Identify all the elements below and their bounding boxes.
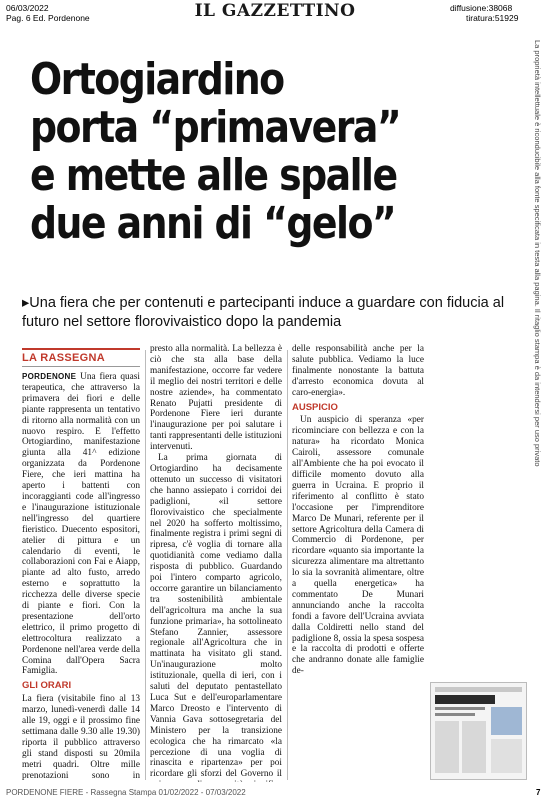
section-label: LA RASSEGNA [22, 352, 105, 364]
headline-line-3: e mette alle spalle [30, 150, 397, 201]
newspaper-masthead: IL GAZZETTINO [194, 1, 356, 21]
paragraph: Un auspicio di speranza «per ricominciare con bellezza e con la natura» ha ricordato Monica Cairoli, assessore comunale all'Ambiente che ha poi evocato il difficile momento dovuto alla guerra in Ucraina. E proprio il riferimento al conflitto è stato l'occasione per l'imprenditore Marco De Munari, referente per il settore Agricoltura della Camera di Commercio di Pordenone, per ricordare «quanto sia importante la sicurezza alimentare ma altrettanto lo sia la sovranità alimentare, oltre a quella energetica» ha commentato De Munari annunciando anche la raccolta fondi a favore dell'Ucraina avviata dalla Coldiretti nello stand del padiglione 8, ossia la spesa sospesa e la raccolta di prodotti e offerte che andranno donate alle famiglie de- [292, 415, 424, 677]
page-footer [0, 786, 552, 800]
circulation-diffusione: diffusione:38068 [450, 3, 513, 13]
paragraph [22, 372, 140, 677]
dateline: PORDENONE [22, 372, 77, 381]
subheading-orari: GLI ORARI [22, 680, 72, 692]
page-thumbnail-graphic [431, 683, 526, 779]
circulation-tiratura: tiratura:51929 [466, 13, 519, 23]
section-rule [22, 348, 140, 350]
headline-line-2: porta “primavera” [30, 102, 401, 153]
headline-line-1: Ortogiardino [30, 54, 284, 105]
subheading-auspicio: AUSPICIO [292, 401, 338, 413]
issue-date: 06/03/2022 [6, 3, 49, 13]
headline-line-4: due anni di “gelo” [30, 198, 396, 249]
article-column-2 [150, 344, 282, 782]
article-column-1 [22, 372, 140, 782]
column-divider [145, 350, 146, 780]
paragraph: presto alla normalità. La bellezza è ciò che sta alla base della manifestazione, occorre far vedere il meglio dei nostri territori e delle nostre aziende», ha commentato Renato Pujatti presidente di Pordenone Fiere ieri durante l'inaugurazione per poi salutare i tanti rappresentanti delle istituzioni intervenuti. [150, 344, 282, 453]
paragraph: delle responsabilità anche per la salute pubblica. Vediamo la luce finalmente nonostante la battuta d'arresto economica dovuta al caro-energia». [292, 344, 424, 398]
article-column-3 [292, 344, 424, 782]
article-subheadline: ▸Una fiera che per contenuti e partecipanti induce a guardare con fiducia al futuro nel settore florovivaistico dopo la pandemia [22, 295, 505, 330]
section-underline [22, 366, 140, 367]
page-thumbnail [430, 682, 527, 780]
paragraph: La fiera (visitabile fino al 13 marzo, lunedì-venerdì dalle 14 alle 19, oggi e il prossimo fine settimana dalle 9.30 alle 19.30) riporta il pubblico attraverso gli stand disposti su 20mila metri quadri. Oltre mille prenotazioni sono in [22, 694, 140, 781]
copyright-note-text: La proprietà intellettuale è riconducibile alla fonte specificata in testa alla pagina. Il ritaglio stampa è da intendersi per uso privato [533, 40, 542, 467]
page-info: Pag. 6 Ed. Pordenone [6, 13, 90, 23]
article-headline [30, 56, 443, 248]
paragraph-text: Una fiera quasi terapeutica, che attraverso la primavera dei fiori e delle piante rappresenta un tentativo di ritorno alla normalità con un nuovo respiro. E l'effetto Ortogiardino, manifestazione giunta alla 41^ edizione organizzata da Pordenone Fiere, che ieri mattina ha aperto i battenti con incoraggianti code all'ingresso e l'inaugurazione istituzionale nell'ingresso del quartiere fieristico. Duecento espositori, atelier di pittura e un calendario di eventi, le collaborazioni con Fai e Aiapp, piante ad alto fusto, arredo esterno e soprattutto la ricchezza delle diverse specie di piante e fiori. Con la presentazione dell'orto elettrico, il primo progetto di elettrocoltura realizzato a Pordenone nell'area verde della Comina dall'Opera Sacra Famiglia. [22, 372, 140, 677]
paragraph: La prima giornata di Ortogiardino ha decisamente ottenuto un successo di visitatori che hanno assiepato i corridoi dei padiglioni, «il settore florovivaistico che specialmente nel 2020 ha sofferto moltissimo, finalmente registra i primi segni di ripresa, c'è voglia di tornare alla quotidianità come vediamo dalla risposta di pubblico. Guardando poi l'intero comparto agricolo, occorre garantire un bilanciamento tra sostenibilità ambientale dell'agricoltura ma anche la sua funzione primaria», ha sottolineato Stefano Zannier, assessore regionale all'Agricoltura che in mattinata ha visitato gli stand. Un'inaugurazione molto istituzionale, quella di ieri, con i saluti del deputato pentastellato Luca Sut e dell'europarlamentare Marco Dreosto e l'intervento di Vannia Gava sottosegretaria del Ministero per la transizione ecologica che ha rimarcato «la percezione di una voglia di rinascita e ripartenza» per poi ricordare gli sforzi del Governo il [150, 453, 282, 780]
column-divider [287, 350, 288, 780]
footer-page-number: 7 [536, 788, 541, 797]
copyright-note [530, 40, 544, 520]
footer-source: PORDENONE FIERE - Rassegna Stampa 01/02/2022 - 07/03/2022 [6, 788, 246, 797]
